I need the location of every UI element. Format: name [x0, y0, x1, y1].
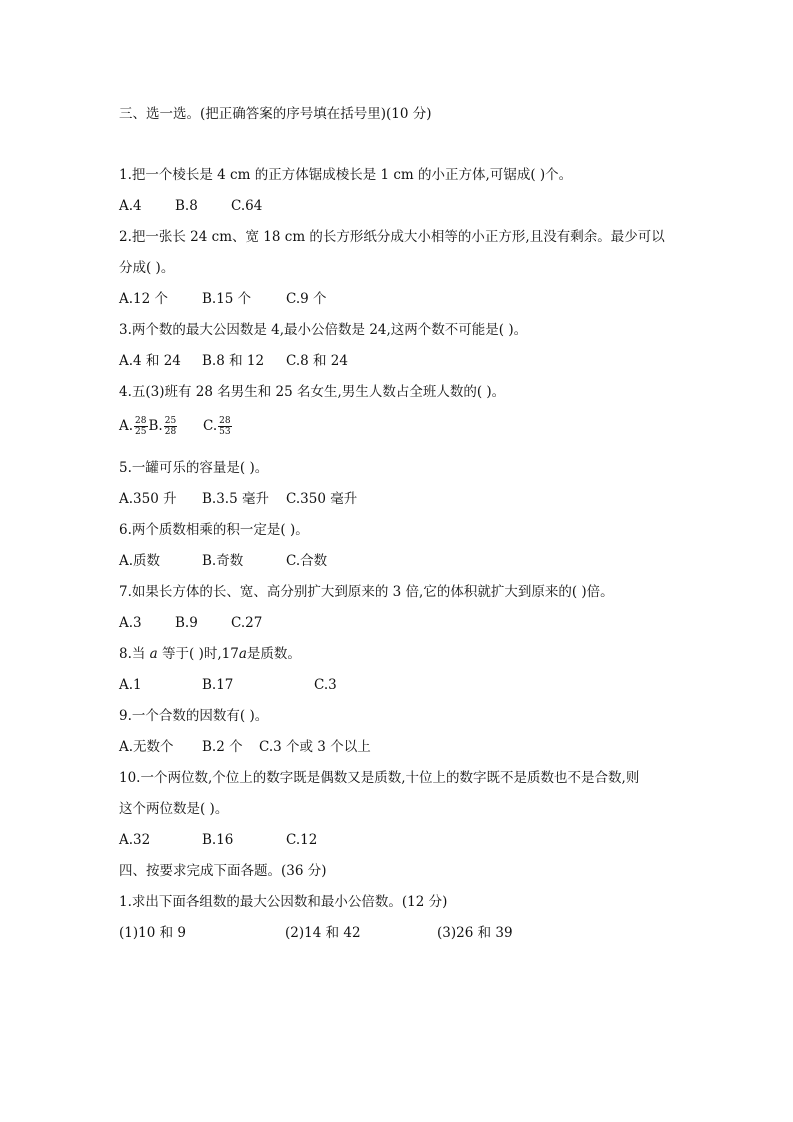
option-a: A.3 [119, 615, 142, 631]
option-c: C.27 [231, 615, 263, 631]
option-a: A.质数 [119, 553, 161, 569]
question-1: 1.把一个棱长是 4 cm 的正方体锯成棱长是 1 cm 的小正方体,可锯成( )个。 [119, 167, 573, 183]
question-4: 4.五(3)班有 28 名男生和 25 名女生,男生人数占全班人数的( )。 [119, 384, 506, 400]
question-5: 5.一罐可乐的容量是( )。 [119, 460, 269, 476]
option-b: B.奇数 [202, 553, 244, 569]
variable-a: a [149, 646, 158, 662]
section4-heading: 四、按要求完成下面各题。(36 分) [119, 863, 327, 879]
part-2: (2)14 和 42 [285, 925, 361, 941]
option-c: C.合数 [286, 553, 328, 569]
fraction-b [164, 416, 177, 437]
fraction-numerator: 25 [164, 416, 177, 426]
option-a: A.无数个 [119, 739, 174, 755]
fraction-numerator: 28 [135, 416, 147, 426]
part-3: (3)26 和 39 [437, 925, 513, 941]
question-3: 3.两个数的最大公因数是 4,最小公倍数是 24,这两个数不可能是( )。 [119, 322, 528, 338]
option-a: A.12 个 [119, 291, 169, 307]
fraction-c [218, 416, 231, 437]
section4-question-1: 1.求出下面各组数的最大公因数和最小公倍数。(12 分) [119, 894, 448, 910]
option-c [203, 416, 233, 437]
question-10-line-2: 这个两位数是( )。 [119, 801, 229, 817]
option-a-label: A. [119, 418, 134, 434]
option-a: A.350 升 [119, 491, 177, 507]
option-a: A.32 [119, 832, 151, 848]
question-9: 9.一个合数的因数有( )。 [119, 708, 269, 724]
option-b: B.15 个 [202, 291, 252, 307]
option-b: B.16 [202, 832, 234, 848]
option-c: C.12 [286, 832, 318, 848]
part-1: (1)10 和 9 [119, 925, 186, 941]
option-b: B.8 [175, 198, 198, 214]
option-a: A.4 [119, 198, 142, 214]
question-2-line-2: 分成( )。 [119, 260, 175, 276]
fraction-denominator: 25 [135, 427, 147, 437]
option-b: B.2 个 [202, 739, 243, 755]
question-8-part-3: 是质数。 [246, 646, 301, 662]
fraction-a [134, 416, 147, 437]
option-c: C.3 [314, 677, 337, 693]
question-6: 6.两个质数相乘的积一定是( )。 [119, 522, 309, 538]
fraction-denominator: 53 [219, 427, 231, 437]
option-a: A.4 和 24 [119, 353, 181, 369]
question-10-line-1: 10.一个两位数,个位上的数字既是偶数又是质数,十位上的数字既不是质数也不是合数,则 [119, 770, 640, 786]
option-c-label: C. [203, 418, 218, 434]
option-b-label: B. [148, 418, 163, 434]
option-c: C.8 和 24 [286, 353, 348, 369]
option-b: B.17 [202, 677, 234, 693]
section3-heading: 三、选一选。(把正确答案的序号填在括号里)(10 分) [119, 106, 432, 122]
question-8 [119, 645, 301, 663]
question-2-line-1: 2.把一张长 24 cm、宽 18 cm 的长方形纸分成大小相等的小正方形,且没有剩余。最少可以 [119, 229, 665, 245]
option-b: B.8 和 12 [202, 353, 265, 369]
question-7: 7.如果长方体的长、宽、高分别扩大到原来的 3 倍,它的体积就扩大到原来的( )倍。 [119, 584, 614, 600]
option-c: C.350 毫升 [286, 491, 358, 507]
option-b: B.9 [175, 615, 198, 631]
variable-a: a [238, 646, 247, 662]
question-8-part-1: 8.当 [119, 646, 150, 662]
option-a [119, 416, 178, 437]
option-c: C.3 个或 3 个以上 [259, 739, 371, 755]
option-c: C.64 [231, 198, 263, 214]
fraction-numerator: 28 [219, 416, 231, 426]
fraction-denominator: 28 [164, 427, 177, 437]
option-c: C.9 个 [286, 291, 327, 307]
question-8-part-2: 等于( )时,17 [157, 646, 239, 662]
option-a: A.1 [119, 677, 142, 693]
option-b: B.3.5 毫升 [202, 491, 269, 507]
